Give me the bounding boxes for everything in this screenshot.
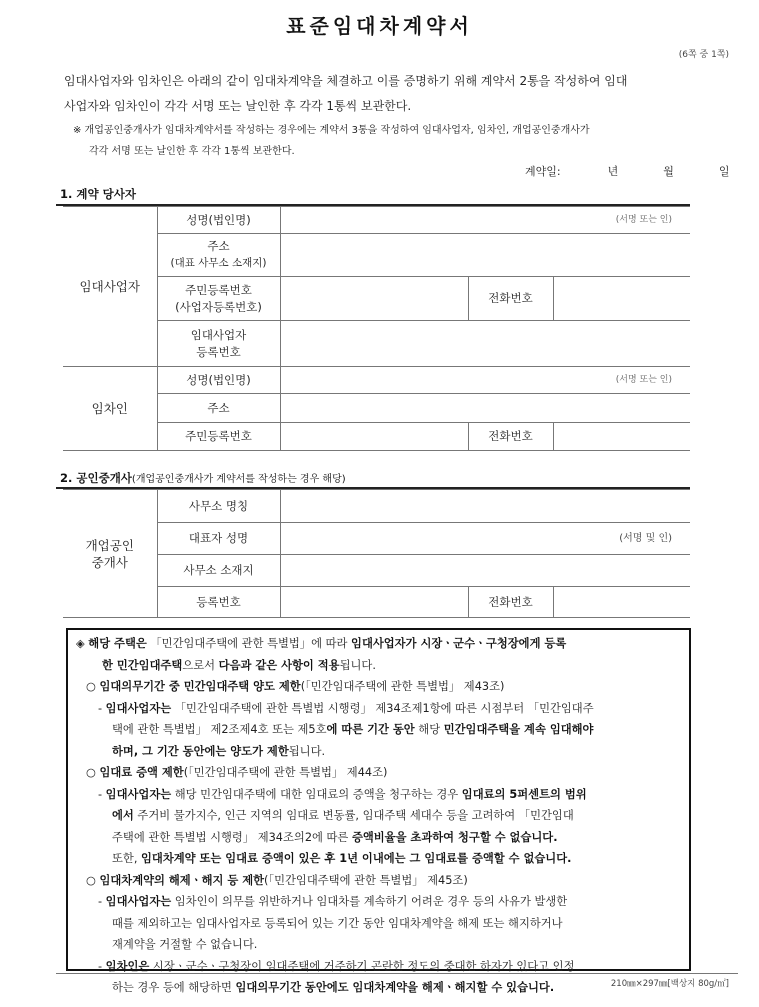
notice-detail-rent-4 [76, 848, 681, 870]
notice-line-1 [76, 633, 681, 655]
tenant-phone-label: 전화번호 [468, 423, 553, 451]
notice-heading-rent [76, 762, 681, 784]
landlord-address-label-line1: 주소 [207, 239, 230, 253]
notice-text: 으로서 [182, 658, 219, 672]
notice-detail-tenant-2 [76, 977, 681, 999]
notice-detail-termination-1 [76, 891, 681, 913]
notice-heading-termination [76, 870, 681, 892]
notice-text: 임대사업자는 [105, 701, 172, 715]
tenant-address-field[interactable] [280, 394, 690, 423]
footer-rule [56, 973, 738, 974]
notice-text: 에 따른 기간 동안 [326, 723, 415, 736]
landlord-name-field[interactable] [280, 207, 690, 234]
landlord-reg-label-line1: 임대사업자 [190, 327, 247, 342]
landlord-name-label: 성명(법인명) [157, 207, 280, 234]
notice-text: 임대차계약의 해제ㆍ해지 등 제한 [99, 873, 265, 887]
dash-bullet: - [98, 701, 106, 715]
notice-text: 하며, 그 기간 동안에는 양도가 제한 [112, 744, 289, 758]
notice-text: 해당 [414, 723, 444, 736]
notice-detail-transfer-1 [76, 698, 681, 720]
office-name-label: 사무소 명칭 [157, 490, 280, 523]
landlord-reg-label-line2: 등록번호 [196, 344, 241, 359]
contract-date [525, 163, 730, 179]
agent-label-line2: 중개사 [91, 554, 128, 570]
notice-text: 임대사업자가 시장ㆍ군수ㆍ구청장에게 등록 [351, 637, 567, 650]
rep-sign-note: (서명 및 인) [619, 533, 673, 544]
landlord-address-field[interactable] [280, 234, 690, 277]
landlord-phone-field[interactable] [553, 277, 690, 321]
notice-text: 하는 경우 등에 해당하면 [112, 981, 236, 994]
notice-text: (「민간임대주택에 관한 특별법」 제44조) [183, 766, 388, 779]
agent-reg-field[interactable] [280, 587, 468, 618]
notice-text: 됩니다. [288, 744, 326, 758]
notice-line-2 [76, 655, 681, 677]
tenant-label: 임차인 [63, 367, 157, 451]
note-line-1: ※ 개업공인중개사가 임대차계약서를 작성하는 경우에는 계약서 3통을 작성하여 임대사업자, 임차인, 개업공인중개사가 [73, 125, 590, 136]
tenant-name-label: 성명(법인명) [157, 367, 280, 394]
notice-text: 해당 주택은 [88, 637, 147, 650]
office-name-field[interactable] [280, 490, 690, 523]
intro-line-2: 사업자와 임차인이 각각 서명 또는 날인한 후 각각 1통씩 보관한다. [64, 99, 412, 113]
contract-date-label: 계약일: [525, 165, 561, 178]
landlord-id-label-line1: 주민등록번호 [185, 282, 252, 297]
notice-text: 주택에 관한 특별법 시행령」 제34조의2에 따른 [112, 830, 352, 844]
intro-paragraph [64, 69, 724, 119]
landlord-id-field[interactable] [280, 277, 468, 321]
note-line-2: 각각 서명 또는 날인한 후 각각 1통씩 보관한다. [89, 146, 295, 157]
dash-bullet: - [98, 895, 106, 908]
notice-text: 시장ㆍ군수ㆍ구청장이 임대주택에 거주하기 곤란한 정도의 중대한 하자가 있다고 인정 [149, 959, 575, 973]
tenant-phone-field[interactable] [553, 423, 690, 451]
tenant-id-field[interactable] [280, 423, 468, 451]
party-table [63, 206, 690, 451]
office-address-field[interactable] [280, 555, 690, 587]
notice-text: 임대의무기간 동안에도 임대차계약을 해제ㆍ해지할 수 있습니다. [235, 981, 555, 994]
dash-bullet: - [98, 787, 106, 801]
notice-text: (「민간임대주택에 관한 특별법」 제43조) [300, 680, 505, 693]
tenant-sign-note: (서명 또는 인) [615, 374, 672, 385]
diamond-bullet: ◈ [76, 637, 89, 650]
rep-name-field[interactable] [280, 523, 690, 555]
notice-detail-transfer-3 [76, 741, 681, 763]
intro-line-1: 임대사업자와 임차인은 아래의 같이 임대차계약을 체결하고 이를 증명하기 위해 계약서 2통을 작성하여 임대 [64, 74, 628, 88]
rep-name-label: 대표자 성명 [157, 523, 280, 555]
notice-detail-rent-2 [76, 805, 681, 827]
document-title: 표준임대차계약서 [286, 14, 473, 38]
landlord-reg-field[interactable] [280, 321, 690, 367]
notice-text: 해당 민간임대주택에 대한 임대료의 증액을 청구하는 경우 [171, 787, 462, 801]
section-1-title: 1. 계약 당사자 [60, 187, 136, 201]
circle-bullet: ○ [86, 766, 100, 779]
notice-text: 임대료의 5퍼센트의 범위 [461, 787, 587, 801]
notice-text: 임차인은 [105, 959, 150, 973]
agent-phone-field[interactable] [553, 587, 690, 618]
agent-label-line1: 개업공인 [85, 537, 134, 553]
agent-phone-label: 전화번호 [468, 587, 553, 618]
notice-text: 민간임대주택을 계속 임대해야 [443, 723, 594, 736]
notice-detail-termination-3: 재계약을 거절할 수 없습니다. [112, 938, 258, 951]
landlord-address-label [157, 234, 280, 277]
office-address-label: 사무소 소재지 [157, 555, 280, 587]
landlord-sign-note: (서명 또는 인) [615, 214, 672, 225]
notice-text: 임대의무기간 중 민간임대주택 양도 제한 [99, 680, 301, 693]
notice-text: 임차인이 의무를 위반하거나 임대차를 계속하기 어려운 경우 등의 사유가 발생한 [171, 895, 568, 908]
section-2-subtitle: (개업공인중개사가 계약서를 작성하는 경우 해당) [131, 474, 346, 485]
agent-label [63, 490, 157, 618]
agent-reg-label: 등록번호 [157, 587, 280, 618]
tenant-address-label: 주소 [157, 394, 280, 423]
notice-text: 에서 [112, 809, 134, 822]
notice-text: 임대사업자는 [105, 895, 172, 908]
notice-text: 됩니다. [339, 658, 376, 672]
notice-text: 증액비율을 초과하여 청구할 수 없습니다. [351, 830, 558, 844]
dash-bullet: - [98, 959, 106, 973]
notice-detail-termination-2: 때를 제외하고는 임대사업자로 등록되어 있는 기간 동안 임대차계약을 해제 또는 해지하거나 [112, 916, 563, 930]
notice-text: 다음과 같은 사항이 적용 [218, 658, 340, 672]
notice-text: 택에 관한 특별법」 제2조제4호 또는 제5호 [112, 723, 327, 736]
intro-note [73, 120, 723, 162]
tenant-id-label: 주민등록번호 [157, 423, 280, 451]
notice-text: 「민간임대주택에 관한 특별법 시행령」 제34조제1항에 따른 시점부터 「민간임대주 [171, 701, 594, 715]
notice-text: 임대사업자는 [105, 787, 172, 801]
notice-text: 임대료 증액 제한 [99, 766, 184, 779]
agent-table [63, 489, 690, 618]
notice-text: 주거비 물가지수, 인근 지역의 임대료 변동률, 임대주택 세대수 등을 고려하여 「민간임대 [133, 809, 574, 822]
notice-text: 「민간임대주택에 관한 특별법」에 따라 [146, 637, 352, 650]
notice-heading-transfer [76, 676, 681, 698]
notice-detail-rent-3 [76, 827, 681, 849]
landlord-address-label-line2: (대표 사무소 소재지) [170, 257, 267, 269]
landlord-id-label-line2: (사업자등록번호) [175, 299, 262, 314]
notice-text: 임대차계약 또는 임대료 증액이 있은 후 1년 이내에는 그 임대료를 증액할 수 없습니다. [141, 852, 572, 865]
landlord-id-label [157, 277, 280, 321]
contract-date-day: 일 [718, 165, 730, 178]
notice-detail-transfer-2 [76, 719, 681, 741]
circle-bullet: ○ [86, 680, 100, 693]
notice-text: (「민간임대주택에 관한 특별법」 제45조) [264, 873, 468, 887]
tenant-name-field[interactable] [280, 367, 690, 394]
section-2-title-text: 2. 공인중개사 [60, 471, 132, 485]
page-number: (6쪽 중 1쪽) [678, 50, 729, 60]
notice-detail-rent-1 [76, 784, 681, 806]
notice-text: 또한, [112, 852, 142, 865]
paper-spec: 210㎜×297㎜[백상지 80g/㎡] [610, 979, 729, 989]
landlord-label: 임대사업자 [63, 207, 157, 367]
circle-bullet: ○ [86, 873, 100, 887]
landlord-reg-label [157, 321, 280, 367]
notice-text: 한 민간임대주택 [102, 658, 183, 672]
contract-date-year: 년 [607, 165, 619, 178]
section-2-title [60, 470, 346, 486]
contract-date-month: 월 [663, 165, 674, 178]
landlord-phone-label: 전화번호 [468, 277, 553, 321]
